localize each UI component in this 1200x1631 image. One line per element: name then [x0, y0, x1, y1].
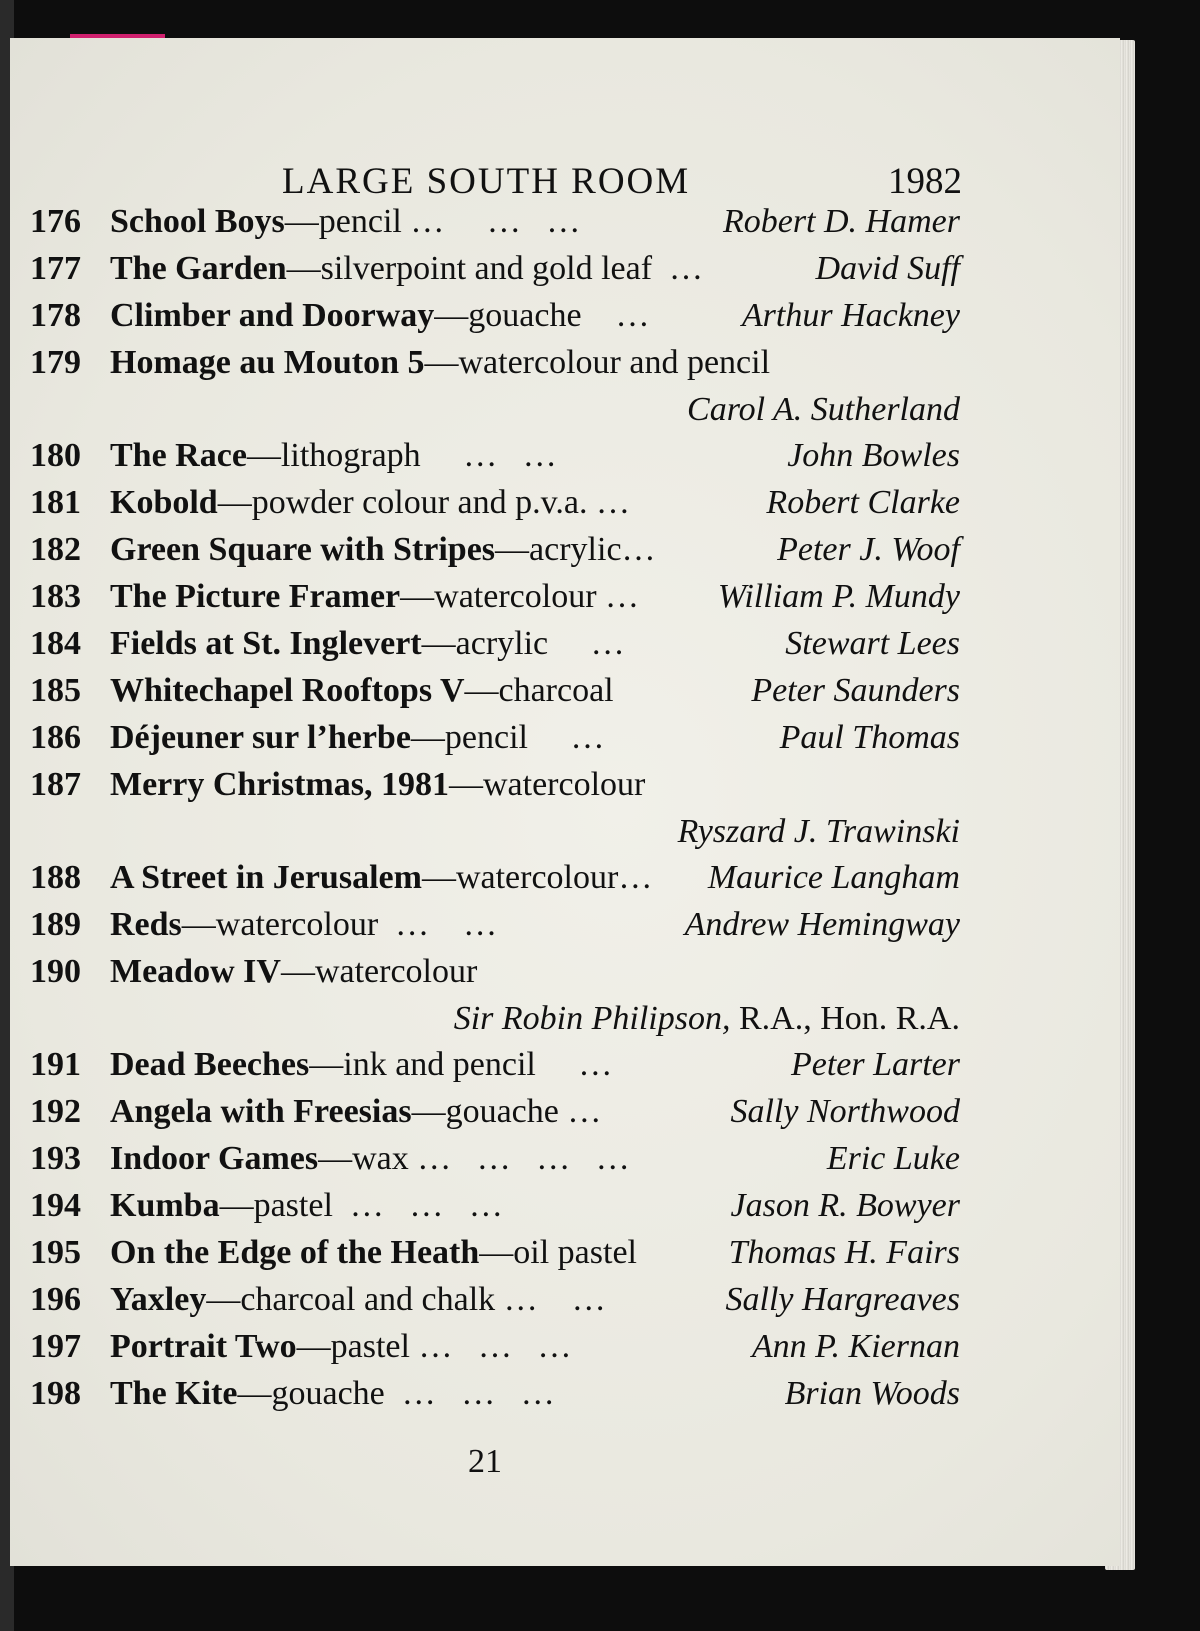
entry-number: 197: [30, 1328, 81, 1365]
dot-leader: …: [528, 719, 613, 756]
artist-name: Sally Northwood: [730, 1093, 960, 1130]
entry-medium: —pencil: [410, 719, 528, 756]
list-item: [10, 386, 1120, 432]
entry-number: 191: [30, 1046, 81, 1083]
dot-leader: …: [558, 1093, 610, 1130]
dot-leader: … … …: [384, 1375, 564, 1412]
entry-work: [110, 526, 664, 573]
entry-artist: [726, 1276, 960, 1323]
entry-number: 196: [30, 1281, 81, 1318]
entry-artist: [752, 1323, 960, 1370]
artist-name: Sir Robin Philipson,: [453, 1000, 731, 1037]
entry-title: Merry Christmas, 1981: [110, 766, 449, 803]
entry-work: [110, 573, 648, 620]
entry-artist: [780, 714, 960, 761]
entry-number: 182: [30, 531, 81, 568]
list-item: [10, 620, 1120, 667]
dot-leader: …: [652, 250, 712, 287]
dot-leader: … … …: [409, 1328, 580, 1365]
list-item: [10, 245, 1120, 292]
entry-number: 178: [30, 297, 81, 334]
entry-title: Reds: [110, 906, 182, 943]
entry-medium: —acrylic: [421, 625, 549, 662]
artist-name: Arthur Hackney: [741, 297, 960, 334]
entry-medium: —charcoal: [464, 672, 614, 709]
entry-medium: —lithograph: [246, 437, 421, 474]
entry-artist: [678, 808, 960, 855]
entry-medium: —watercolour: [280, 953, 478, 990]
dot-leader: … … …: [332, 1187, 512, 1224]
entry-number: 189: [30, 906, 81, 943]
entry-medium: —powder colour and p.v.a.: [217, 484, 588, 521]
entry-medium: —watercolour: [181, 906, 379, 943]
entry-title: Meadow IV: [110, 953, 281, 990]
entry-work: [110, 1135, 638, 1182]
entry-title: The Picture Framer: [110, 578, 401, 615]
artist-name: Eric Luke: [826, 1140, 960, 1177]
entry-title: The Kite: [110, 1375, 238, 1412]
entry-work: [110, 948, 477, 995]
entry-medium: —watercolour and pencil: [424, 344, 771, 381]
entry-number: 176: [30, 203, 81, 240]
entry-work: [110, 1229, 637, 1276]
entry-number: 180: [30, 437, 81, 474]
entry-number: 194: [30, 1187, 81, 1224]
artist-name: Andrew Hemingway: [684, 906, 960, 943]
entry-artist: [454, 995, 960, 1042]
entry-work: [110, 245, 712, 292]
entry-title: Homage au Mouton 5: [110, 344, 425, 381]
artist-name: Brian Woods: [784, 1375, 960, 1412]
entry-work: [110, 292, 658, 339]
entry-medium: —silverpoint and gold leaf: [286, 250, 653, 287]
entry-medium: —gouache: [237, 1375, 385, 1412]
list-item: [10, 432, 1120, 479]
dot-leader: …: [535, 1046, 621, 1083]
list-item: [10, 1229, 1120, 1276]
entry-title: Yaxley: [110, 1281, 207, 1318]
artist-name: Maurice Langham: [707, 859, 960, 896]
list-item: [10, 198, 1120, 245]
entry-number: 195: [30, 1234, 81, 1271]
dot-leader: …: [621, 531, 665, 568]
dot-leader: … …: [420, 437, 566, 474]
list-item: [10, 854, 1120, 901]
entry-title: Indoor Games: [110, 1140, 319, 1177]
entry-medium: —gouache: [434, 297, 582, 334]
dot-leader: …: [581, 297, 659, 334]
entry-title: Climber and Doorway: [110, 297, 435, 334]
dot-leader: … … …: [401, 203, 589, 240]
list-item: [10, 339, 1120, 386]
entry-work: [110, 667, 614, 714]
artist-name: Peter Larter: [790, 1046, 960, 1083]
entry-artist: [718, 573, 960, 620]
entry-artist: [791, 1041, 960, 1088]
entry-work: [110, 620, 633, 667]
entry-artist: [742, 292, 960, 339]
entry-title: Dead Beeches: [110, 1046, 310, 1083]
entry-title: Green Square with Stripes: [110, 531, 496, 568]
entry-artist: [685, 901, 960, 948]
page-footer: [10, 1443, 1120, 1481]
entry-title: The Race: [110, 437, 247, 474]
entry-medium: —pencil: [284, 203, 402, 240]
dot-leader: … …: [378, 906, 506, 943]
artist-name: Robert D. Hamer: [722, 203, 960, 240]
entry-list: [10, 198, 1120, 1417]
entry-artist: [687, 386, 960, 433]
entry-medium: —wax: [318, 1140, 409, 1177]
entry-medium: —gouache: [411, 1093, 559, 1130]
dot-leader: …: [618, 859, 661, 896]
list-item: [10, 667, 1120, 714]
entry-title: Portrait Two: [110, 1328, 297, 1365]
list-item: [10, 1182, 1120, 1229]
entry-number: 183: [30, 578, 81, 615]
dot-leader: … … … …: [408, 1140, 639, 1177]
entry-number: 186: [30, 719, 81, 756]
list-item: [10, 1088, 1120, 1135]
artist-name: Carol A. Sutherland: [687, 391, 960, 428]
entry-number: 185: [30, 672, 81, 709]
list-item: [10, 292, 1120, 339]
entry-artist: [723, 198, 960, 245]
entry-work: [110, 761, 645, 808]
list-item: [10, 1135, 1120, 1182]
artist-name: Ryszard J. Trawinski: [677, 813, 960, 850]
artist-name: Thomas H. Fairs: [728, 1234, 960, 1271]
list-item: [10, 808, 1120, 854]
entry-title: Déjeuner sur l’herbe: [110, 719, 411, 756]
entry-medium: —oil pastel: [479, 1234, 637, 1271]
page-header: [10, 122, 1120, 202]
entry-number: 193: [30, 1140, 81, 1177]
list-item: [10, 1370, 1120, 1417]
entry-number: 184: [30, 625, 81, 662]
list-item: [10, 1323, 1120, 1370]
entry-number: 177: [30, 250, 81, 287]
catalogue-year: 1982: [888, 161, 962, 202]
entry-title: Kumba: [110, 1187, 220, 1224]
artist-name: Jason R. Bowyer: [730, 1187, 960, 1224]
artist-name: William P. Mundy: [717, 578, 960, 615]
entry-artist: [787, 432, 960, 479]
entry-work: [110, 1323, 580, 1370]
entry-medium: —pastel: [219, 1187, 333, 1224]
entry-number: 179: [30, 344, 81, 381]
entry-artist: [766, 479, 960, 526]
entry-medium: —acrylic: [495, 531, 622, 568]
entry-work: [110, 1041, 621, 1088]
list-item: [10, 995, 1120, 1041]
list-item: [10, 1041, 1120, 1088]
list-item: [10, 948, 1120, 995]
entry-number: 192: [30, 1093, 81, 1130]
entry-artist: [827, 1135, 960, 1182]
entry-work: [110, 854, 661, 901]
entry-title: The Garden: [110, 250, 287, 287]
entry-artist: [777, 526, 960, 573]
dot-leader: …: [587, 484, 639, 521]
entry-title: Angela with Freesias: [110, 1093, 412, 1130]
entry-artist: [730, 1088, 960, 1135]
artist-name: Robert Clarke: [766, 484, 960, 521]
entry-work: [110, 1182, 511, 1229]
entry-artist: [816, 245, 960, 292]
list-item: [10, 479, 1120, 526]
entry-medium: —charcoal and chalk: [206, 1281, 496, 1318]
dot-leader: …: [548, 625, 634, 662]
dot-leader: … …: [495, 1281, 615, 1318]
entry-work: [110, 901, 506, 948]
room-title: LARGE SOUTH ROOM: [282, 161, 691, 202]
artist-name: Stewart Lees: [785, 625, 960, 662]
entry-artist: [785, 1370, 960, 1417]
entry-number: 198: [30, 1375, 81, 1412]
artist-name: Peter J. Woof: [777, 531, 960, 568]
list-item: [10, 526, 1120, 573]
page-number: 21: [468, 1443, 502, 1480]
entry-work: [110, 432, 565, 479]
entry-artist: [729, 1229, 960, 1276]
artist-name: John Bowles: [787, 437, 960, 474]
entry-work: [110, 1370, 563, 1417]
entry-work: [110, 479, 639, 526]
catalogue-page: [10, 38, 1120, 1566]
entry-title: Whitechapel Rooftops V: [110, 672, 465, 709]
entry-title: Kobold: [110, 484, 218, 521]
list-item: [10, 573, 1120, 620]
entry-title: On the Edge of the Heath: [110, 1234, 480, 1271]
entry-work: [110, 1088, 610, 1135]
entry-number: 190: [30, 953, 81, 990]
entry-artist: [708, 854, 960, 901]
entry-work: [110, 1276, 614, 1323]
artist-name: Sally Hargreaves: [725, 1281, 960, 1318]
list-item: [10, 1276, 1120, 1323]
entry-work: [110, 714, 613, 761]
entry-artist: [751, 667, 960, 714]
entry-medium: —watercolour: [400, 578, 597, 615]
entry-medium: —watercolour: [421, 859, 619, 896]
entry-medium: —pastel: [296, 1328, 410, 1365]
entry-title: A Street in Jerusalem: [110, 859, 422, 896]
entry-number: 188: [30, 859, 81, 896]
entry-artist: [731, 1182, 960, 1229]
entry-title: School Boys: [110, 203, 285, 240]
entry-artist: [785, 620, 960, 667]
dot-leader: …: [596, 578, 648, 615]
list-item: [10, 901, 1120, 948]
entry-work: [110, 198, 589, 245]
entry-medium: —watercolour: [448, 766, 646, 803]
entry-number: 181: [30, 484, 81, 521]
artist-name: Peter Saunders: [751, 672, 960, 709]
entry-work: [110, 339, 770, 386]
artist-name: Ann P. Kiernan: [751, 1328, 960, 1365]
artist-name: Paul Thomas: [779, 719, 960, 756]
list-item: [10, 761, 1120, 808]
list-item: [10, 714, 1120, 761]
entry-title: Fields at St. Inglevert: [110, 625, 422, 662]
artist-name: David Suff: [815, 250, 960, 287]
artist-honours: R.A., Hon. R.A.: [730, 1000, 960, 1037]
entry-number: 187: [30, 766, 81, 803]
entry-medium: —ink and pencil: [309, 1046, 536, 1083]
